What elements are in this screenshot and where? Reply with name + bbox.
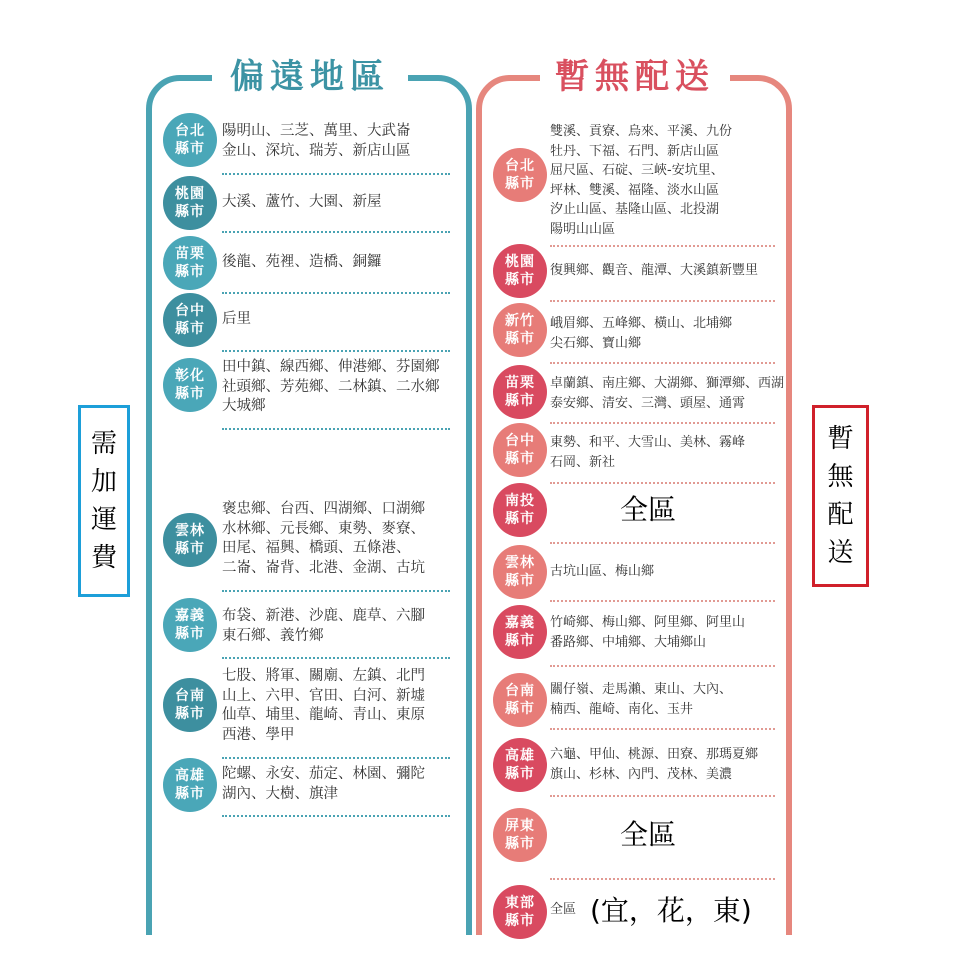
county-badge: [163, 236, 217, 290]
row-divider: [550, 878, 775, 880]
area-list: 全區: [550, 902, 577, 917]
row-divider: [550, 600, 775, 602]
region-note: (宜，花，東): [590, 894, 752, 927]
no-delivery-text: 暫無配送: [827, 424, 854, 568]
area-list: 卓蘭鎮、南庄鄉、大湖鄉、獅潭鄉、西湖 泰安鄉、清安、三灣、頭屋、通霄: [550, 376, 785, 411]
county-badge: [493, 365, 547, 419]
row-divider: [222, 231, 450, 233]
area-list: 褒忠鄉、台西、四湖鄉、口湖鄉 水林鄉、元長鄉、東勢、麥寮、 田尾、福興、橋頭、五條港、 二崙、崙背、北港、金湖、古坑: [222, 501, 425, 576]
area-list: 峨眉鄉、五峰鄉、橫山、北埔鄉 尖石鄉、寶山鄉: [550, 316, 733, 351]
county-name: 台中縣市: [505, 433, 535, 467]
county-name: 桃園縣市: [175, 186, 205, 220]
row-divider: [222, 815, 450, 817]
row-divider: [222, 350, 450, 352]
no-delivery-title: 暫無配送: [540, 54, 730, 100]
county-badge: [493, 605, 547, 659]
county-name: 嘉義縣市: [505, 615, 535, 649]
area-list: 六龜、甲仙、桃源、田寮、那瑪夏鄉 旗山、杉林、內門、茂林、美濃: [550, 747, 759, 782]
row-divider: [550, 728, 775, 730]
row-divider: [550, 362, 775, 364]
county-badge: [163, 293, 217, 347]
no-delivery-label: [812, 405, 869, 587]
county-name: 雲林縣市: [175, 523, 205, 557]
county-badge: [493, 148, 547, 202]
row-divider: [222, 292, 450, 294]
area-list: 竹崎鄉、梅山鄉、阿里鄉、阿里山 番路鄉、中埔鄉、大埔鄉山: [550, 615, 746, 650]
extra-shipping-text: 需加運費: [90, 429, 117, 573]
area-list: 七股、將軍、關廟、左鎮、北門 山上、六甲、官田、白河、新墟 仙草、埔里、龍崎、青山、東原 西港、學甲: [222, 668, 425, 743]
county-badge: [493, 423, 547, 477]
area-list: 古坑山區、梅山鄉: [550, 564, 655, 579]
county-name: 高雄縣市: [505, 748, 535, 782]
county-name: 南投縣市: [505, 493, 535, 527]
row-divider: [550, 795, 775, 797]
area-list: 東勢、和平、大雪山、美林、霧峰 石岡、新社: [550, 435, 746, 470]
county-badge: [493, 673, 547, 727]
area-list: 后里: [222, 311, 251, 327]
row-divider: [222, 590, 450, 592]
county-name: 台南縣市: [505, 683, 535, 717]
county-badge: [163, 678, 217, 732]
county-badge: [163, 176, 217, 230]
row-divider: [550, 665, 775, 667]
row-divider: [550, 245, 775, 247]
area-list: 後龍、苑裡、造橋、銅鑼: [222, 254, 382, 270]
county-name: 苗栗縣市: [505, 375, 535, 409]
row-divider: [222, 657, 450, 659]
county-name: 東部縣市: [505, 895, 535, 929]
area-list: 陽明山、三芝、萬里、大武崙 金山、深坑、瑞芳、新店山區: [222, 123, 411, 159]
county-badge: [493, 545, 547, 599]
county-name: 雲林縣市: [505, 555, 535, 589]
area-list: 田中鎮、線西鄉、伸港鄉、芬園鄉 社頭鄉、芳苑鄉、二林鎮、二水鄉 大城鄉: [222, 359, 440, 414]
county-name: 台南縣市: [175, 688, 205, 722]
row-divider: [550, 300, 775, 302]
county-name: 新竹縣市: [505, 313, 535, 347]
remote-areas-title: 偏遠地區: [212, 54, 408, 100]
county-badge: [163, 598, 217, 652]
extra-shipping-label: [78, 405, 130, 597]
area-list: 布袋、新港、沙鹿、鹿草、六腳 東石鄉、義竹鄉: [222, 608, 425, 644]
county-name: 台中縣市: [175, 303, 205, 337]
row-divider: [550, 422, 775, 424]
row-divider: [222, 428, 450, 430]
area-list: 關仔嶺、走馬瀨、東山、大內、 楠西、龍崎、南化、玉井: [550, 682, 733, 717]
county-name: 屏東縣市: [505, 818, 535, 852]
county-name: 彰化縣市: [175, 368, 205, 402]
county-name: 苗栗縣市: [175, 246, 205, 280]
county-name: 高雄縣市: [175, 768, 205, 802]
row-divider: [222, 757, 450, 759]
county-name: 台北縣市: [175, 123, 205, 157]
row-divider: [222, 173, 450, 175]
all-areas-text: 全區: [620, 493, 677, 526]
county-badge: [163, 513, 217, 567]
county-name: 嘉義縣市: [175, 608, 205, 642]
county-badge: [493, 808, 547, 862]
area-list: 大溪、蘆竹、大園、新屋: [222, 194, 382, 210]
county-badge: [163, 758, 217, 812]
area-list: 雙溪、貢寮、烏來、平溪、九份 牡丹、下福、石門、新店山區 屈尺區、石碇、三峽-安坑里、 坪林、雙溪、福隆、淡水山區 汐止山區、基隆山區、北投湖 陽明山山區: [550, 124, 733, 237]
county-badge: [493, 483, 547, 537]
county-badge: [493, 303, 547, 357]
row-divider: [550, 542, 775, 544]
county-name: 桃園縣市: [505, 254, 535, 288]
county-badge: [163, 358, 217, 412]
bottom-crop: [0, 935, 960, 960]
area-list: 陀螺、永安、茄定、林園、彌陀 湖內、大樹、旗津: [222, 766, 425, 802]
area-list: 復興鄉、觀音、龍潭、大溪鎮新豐里: [550, 263, 759, 278]
county-badge: [493, 738, 547, 792]
county-name: 台北縣市: [505, 158, 535, 192]
row-divider: [550, 482, 775, 484]
county-badge: [493, 885, 547, 939]
all-areas-text: 全區: [620, 818, 677, 851]
county-badge: [163, 113, 217, 167]
county-badge: [493, 244, 547, 298]
